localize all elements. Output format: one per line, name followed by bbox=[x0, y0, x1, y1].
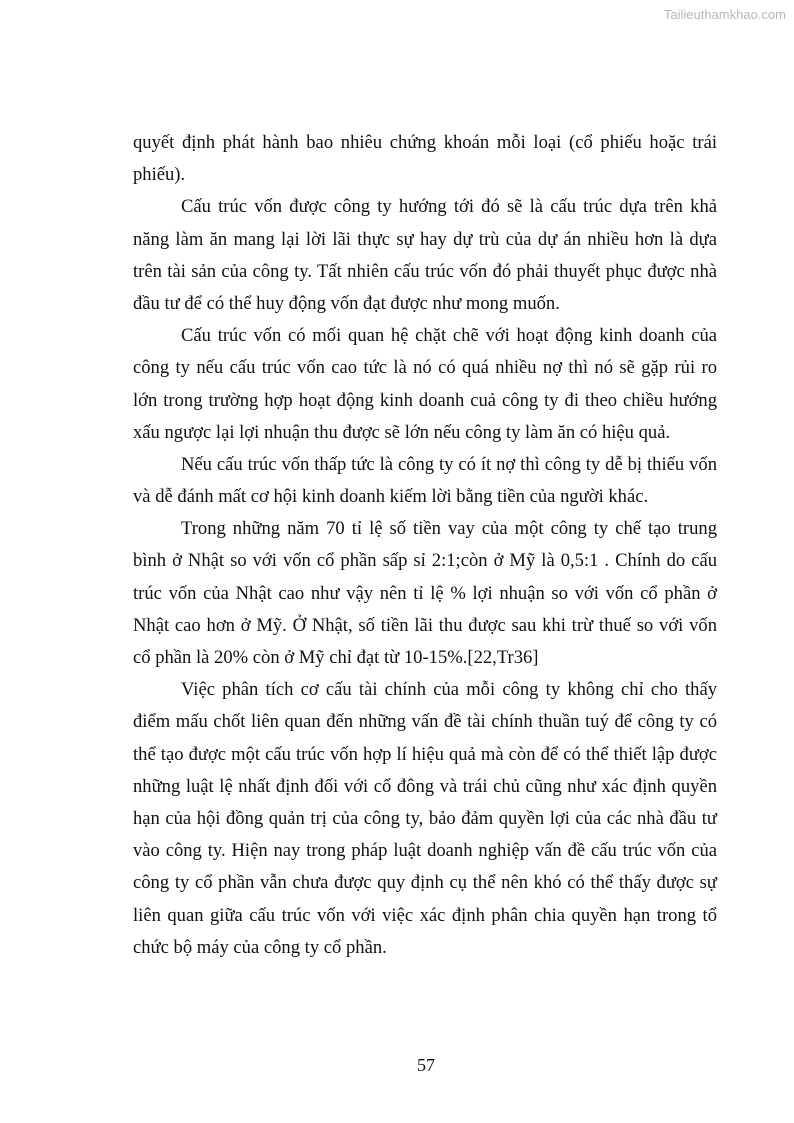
paragraph bbox=[133, 515, 717, 676]
page-number: 57 bbox=[417, 1055, 435, 1075]
text-line: đầu tư để có thể huy động vốn đạt được như mong muốn. bbox=[133, 292, 560, 314]
text-line: xấu ngược lại lợi nhuận thu được sẽ lớn nếu công ty làm ăn có hiệu quả. bbox=[133, 421, 671, 443]
paragraph bbox=[133, 322, 717, 451]
text-line: Nhật cao hơn ở Mỹ. Ở Nhật, số tiền lãi thu được sau khi trừ thuế so với vốn bbox=[133, 614, 717, 636]
text-line: cổ phần là 20% còn ở Mỹ chỉ đạt từ 10-15%.[22,Tr36] bbox=[133, 647, 539, 668]
paragraph bbox=[133, 193, 717, 322]
text-line: và dễ đánh mất cơ hội kinh doanh kiếm lời bằng tiền của người khác. bbox=[133, 486, 649, 508]
text-line: Việc phân tích cơ cấu tài chính của mỗi công ty không chỉ cho thấy bbox=[181, 679, 717, 701]
text-line: chức bộ máy của công ty cổ phần. bbox=[133, 936, 387, 958]
text-line: Cấu trúc vốn được công ty hướng tới đó sẽ là cấu trúc dựa trên khả bbox=[181, 196, 717, 218]
text-line: thể tạo được một cấu trúc vốn hợp lí hiệu quả mà còn để có thể thiết lập được bbox=[133, 743, 717, 765]
text-line: phiếu). bbox=[133, 164, 186, 186]
text-line: vào công ty. Hiện nay trong pháp luật doanh nghiệp vấn đề cấu trúc vốn của bbox=[133, 840, 717, 862]
watermark: Tailieuthamkhao.com bbox=[663, 7, 786, 22]
text-line: công ty cổ phần vẫn chưa được quy định cụ thể nên khó có thể thấy được sự bbox=[133, 872, 717, 894]
text-line: bình ở Nhật so với vốn cổ phần sấp sỉ 2:1;còn ở Mỹ là 0,5:1 . Chính do cấu bbox=[133, 550, 717, 572]
text-line: điểm mấu chốt liên quan đến những vấn đề tài chính thuần tuý để công ty có bbox=[133, 711, 717, 733]
text-line: Nếu cấu trúc vốn thấp tức là công ty có ít nợ thì công ty dễ bị thiếu vốn bbox=[181, 453, 717, 475]
text-line: hạn của hội đồng quản trị của công ty, bảo đảm quyền lợi của các nhà đầu tư bbox=[133, 807, 717, 829]
text-line: năng làm ăn mang lại lời lãi thực sự hay dự trù của dự án nhiều hơn là dựa bbox=[133, 228, 717, 250]
text-line: trên tài sản của công ty. Tất nhiên cấu trúc vốn đó phải thuyết phục được nhà bbox=[133, 260, 717, 282]
text-line: quyết định phát hành bao nhiêu chứng khoán mỗi loại (cổ phiếu hoặc trái bbox=[133, 132, 717, 153]
text-line: liên quan giữa cấu trúc vốn với việc xác định phân chia quyền hạn trong tổ bbox=[133, 904, 717, 926]
text-line: Trong những năm 70 tỉ lệ số tiền vay của một công ty chế tạo trung bbox=[181, 518, 717, 540]
text-line: Cấu trúc vốn có mối quan hệ chặt chẽ với hoạt động kinh doanh của bbox=[181, 325, 717, 347]
paragraph bbox=[133, 676, 717, 966]
paragraph bbox=[133, 129, 717, 193]
paragraph bbox=[133, 451, 717, 515]
text-line: lớn trong trường hợp hoạt động kinh doanh cuả công ty đi theo chiều hướng bbox=[133, 389, 717, 411]
document-body bbox=[133, 129, 717, 966]
text-line: trúc vốn của Nhật cao như vậy nên tỉ lệ % lợi nhuận so với vốn cổ phần ở bbox=[133, 582, 717, 604]
text-line: công ty nếu cấu trúc vốn cao tức là nó có quá nhiều nợ thì nó sẽ gặp rủi ro bbox=[133, 357, 717, 379]
text-line: những luật lệ nhất định đối với cổ đông và trái chủ cũng như xác định quyền bbox=[133, 775, 717, 797]
